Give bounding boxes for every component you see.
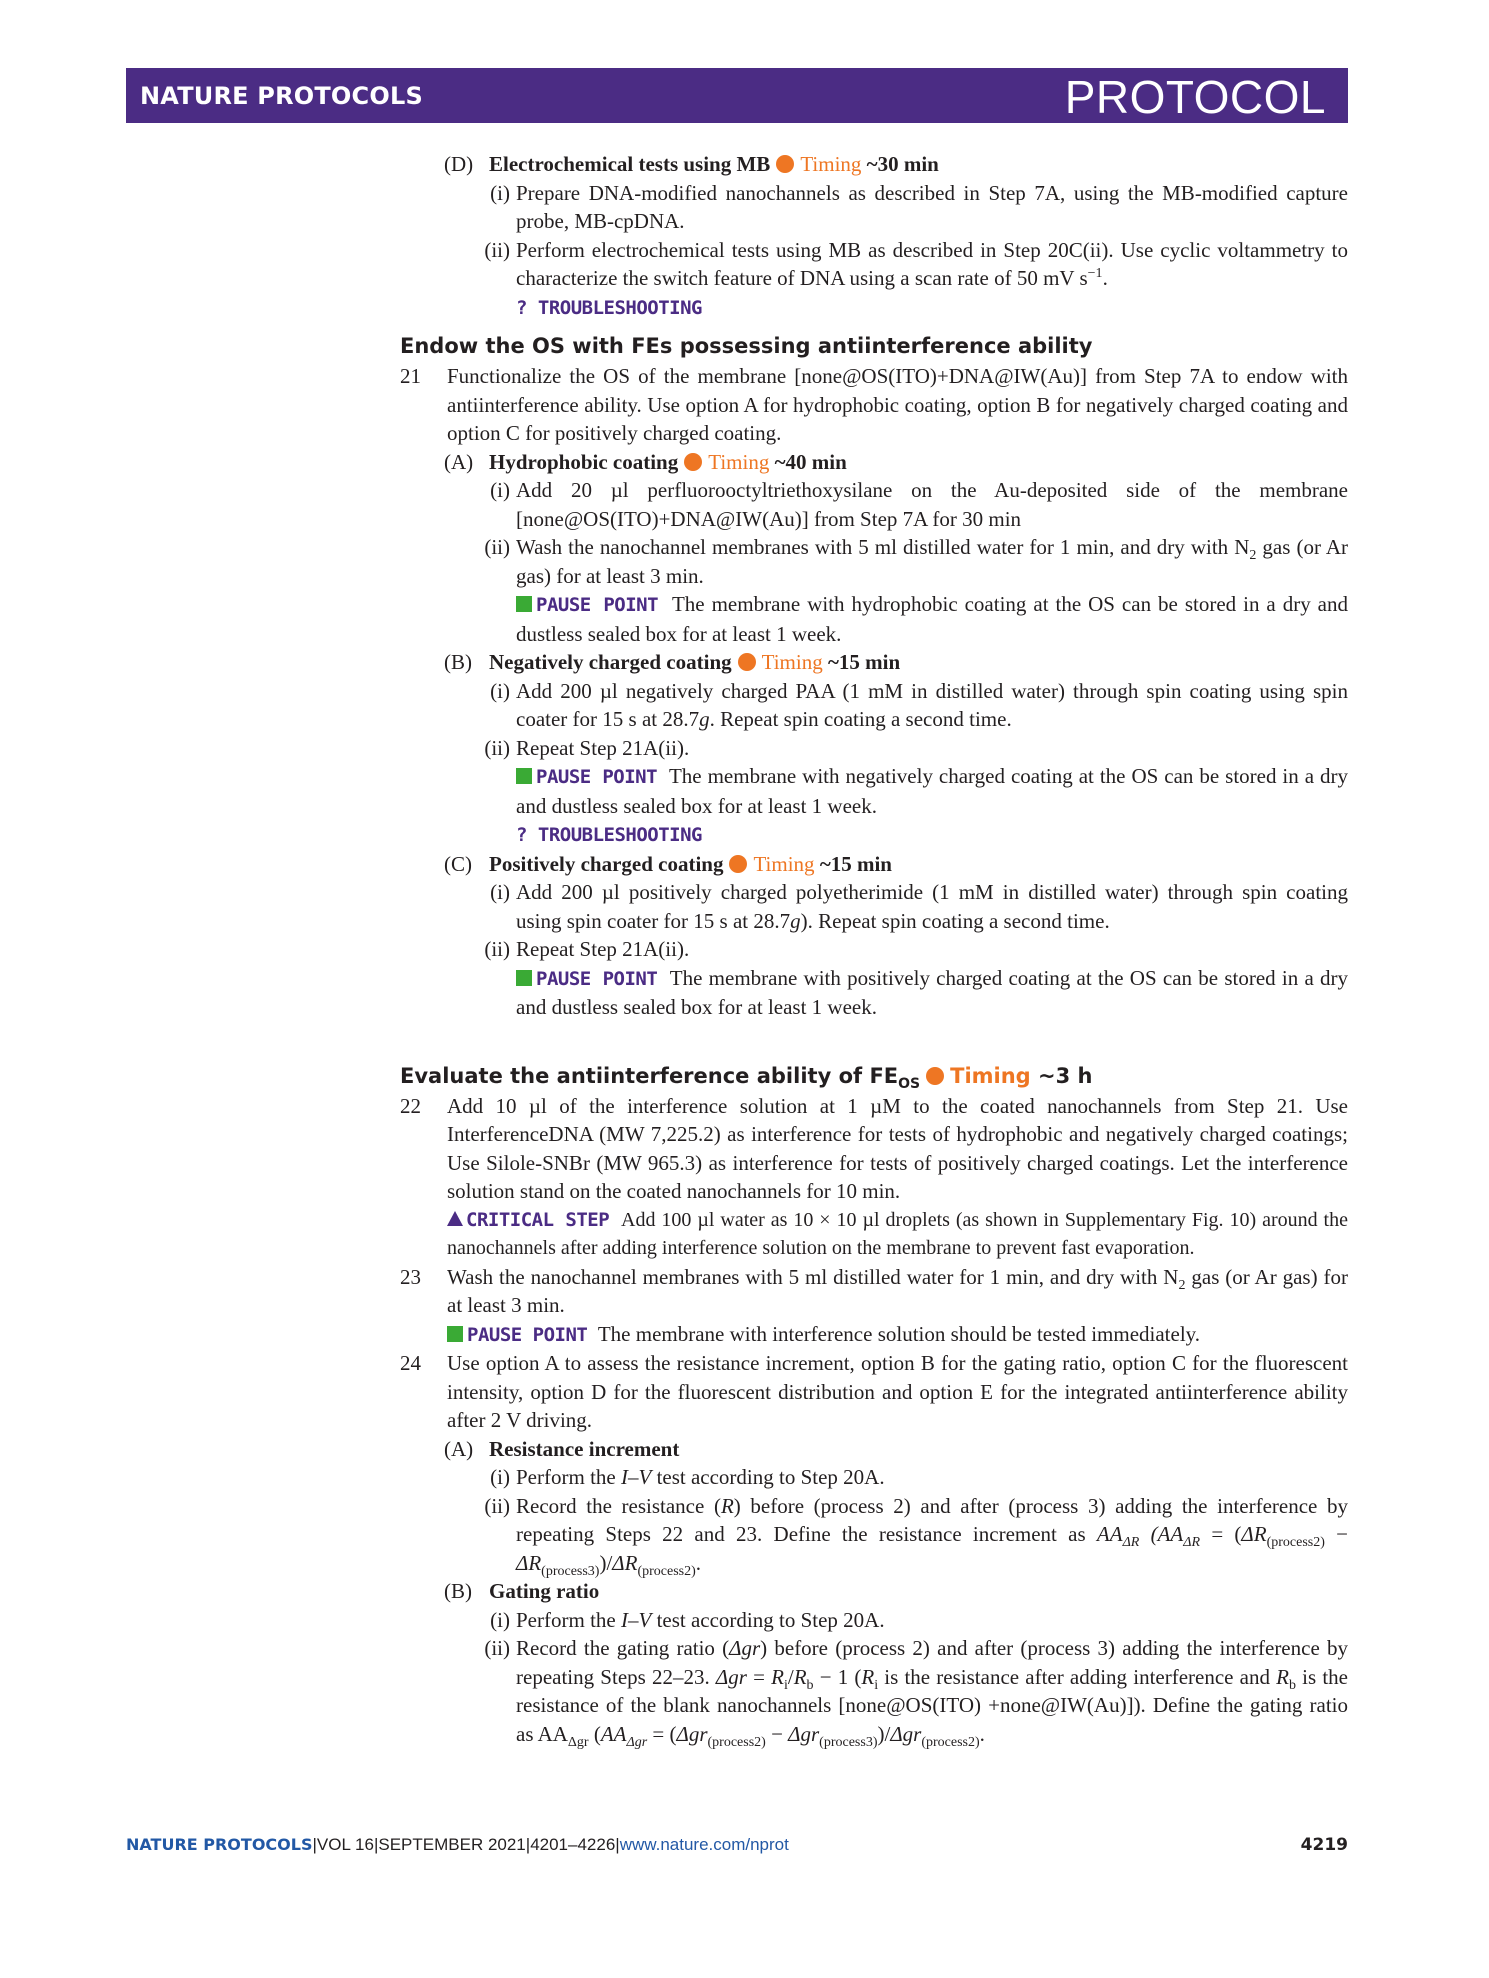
pause-point-text: The membrane with interference solution should be tested immediately. bbox=[597, 1321, 1201, 1346]
pause-point-label: PAUSE POINT bbox=[536, 766, 658, 788]
option-label: (B) bbox=[444, 1579, 472, 1603]
separator: | bbox=[525, 1835, 531, 1854]
process2-subscript: (process2) bbox=[707, 1734, 766, 1750]
pause-point-label: PAUSE POINT bbox=[536, 967, 658, 990]
step-21C-i bbox=[480, 878, 1348, 935]
substep-text: Record the resistance ( bbox=[516, 1493, 721, 1518]
substep-label: (ii) bbox=[484, 937, 510, 961]
troubleshooting-link[interactable]: ? TROUBLESHOOTING bbox=[516, 296, 702, 319]
substep-text: Perform the bbox=[516, 1607, 621, 1632]
substep-text: Repeat Step 21A(ii). bbox=[516, 735, 690, 760]
ri-symbol-2: R bbox=[861, 1664, 875, 1689]
page-number: 4219 bbox=[1300, 1835, 1348, 1855]
substep-text-c: is the resistance after adding interference and bbox=[878, 1664, 1277, 1689]
pause-point-label: PAUSE POINT bbox=[467, 1323, 588, 1346]
b-subscript: b bbox=[806, 1677, 814, 1693]
timing-dot-icon bbox=[729, 855, 747, 873]
substep-text-end: . Repeat spin coating a second time. bbox=[709, 707, 1012, 731]
substep-text-end: test according to Step 20A. bbox=[651, 1607, 885, 1632]
footer-pages: 4201–4226 bbox=[530, 1835, 616, 1854]
open-paren: ( bbox=[1139, 1522, 1158, 1546]
pause-point-text: The membrane with hydrophobic coating at the OS can be stored in a dry and dustless sealed box for at least 1 week. bbox=[516, 592, 1348, 646]
heading-text: Evaluate the antiinterference ability of FE bbox=[400, 1063, 899, 1088]
equals-2: = ( bbox=[647, 1721, 677, 1746]
header-banner bbox=[126, 68, 1348, 123]
substep-text: Add 200 µl negatively charged PAA (1 mM in distilled water) through spin coating using spin coater for 15 s at 28.7 bbox=[516, 678, 1348, 731]
timing-dot-icon bbox=[926, 1067, 944, 1085]
process3-subscript: (process3) bbox=[541, 1563, 600, 1579]
pause-point-text: The membrane with negatively charged coating at the OS can be stored in a dry and dustless sealed box for at least 1 week. bbox=[516, 764, 1349, 818]
end: . bbox=[695, 1550, 702, 1575]
substep-label: (ii) bbox=[484, 237, 510, 262]
option-title: Gating ratio bbox=[489, 1579, 600, 1603]
substep-label: (i) bbox=[490, 880, 510, 904]
aa-symbol: AA bbox=[600, 1721, 627, 1746]
step-24A-i bbox=[480, 1463, 1348, 1492]
step-number: 22 bbox=[400, 1093, 421, 1118]
i-subscript-2: i bbox=[874, 1677, 879, 1693]
timing-dot-icon bbox=[684, 453, 702, 471]
step-text: Add 10 µl of the interference solution at 1 µM to the coated nanochannels from Step 21. Use InterferenceDNA (MW 7,225.2) as interference for tests of hydrophobic and negatively charged coatings; Use Silole-SNBr (MW 965.3) as interference for tests of positively charged coatings. Let the interference solution stand on the coated nanochannels for 10 min. bbox=[447, 1093, 1348, 1203]
step-24A bbox=[444, 1435, 1348, 1464]
substep-text: Perform electrochemical tests using MB as described in Step 20C(ii). Use cyclic voltammetry to characterize the switch feature of DNA using a scan rate of 50 mV s bbox=[516, 237, 1348, 290]
end: . bbox=[979, 1721, 985, 1746]
step-20D bbox=[444, 150, 1348, 179]
pause-square-icon bbox=[516, 596, 532, 612]
step-21B bbox=[444, 648, 1348, 677]
option-label: (A) bbox=[444, 449, 474, 474]
substep-text-end: . bbox=[1102, 266, 1108, 290]
page-footer bbox=[126, 1834, 1348, 1856]
pause-square-icon bbox=[447, 1326, 463, 1342]
step-24B-i bbox=[480, 1606, 1348, 1635]
substep-text: Wash the nanochannel membranes with 5 ml distilled water for 1 min, and dry with N bbox=[516, 535, 1250, 559]
substep-text-end: test according to Step 20A. bbox=[651, 1465, 885, 1489]
substep-text-mid: ) before (process 2) and after (process 3) adding the interference by repeating Steps 22–23. bbox=[516, 1636, 1348, 1689]
section-heading bbox=[400, 1062, 1348, 1090]
step-21B-i bbox=[480, 677, 1348, 734]
timing-label: Timing bbox=[950, 1063, 1031, 1088]
equals: = bbox=[746, 1664, 772, 1689]
critical-step-text: Add 100 µl water as 10 × 10 µl droplets (as shown in Supplementary Fig. 10) around the nanochannels after adding interference solution on the membrane to prevent fast evaporation. bbox=[447, 1208, 1348, 1259]
dgr-symbol-3: Δgr bbox=[676, 1721, 708, 1746]
step-number: 24 bbox=[400, 1351, 421, 1375]
step-21A bbox=[444, 448, 1348, 477]
step-21A-i bbox=[480, 476, 1348, 533]
page-content bbox=[400, 150, 1348, 1748]
i-subscript: i bbox=[783, 1677, 788, 1693]
dgr-subscript: Δgr bbox=[567, 1734, 589, 1750]
timing-value: ~3 h bbox=[1038, 1063, 1093, 1088]
step-text-end: gas (or Ar gas) for at least 3 min. bbox=[447, 1264, 1348, 1317]
timing-label: Timing bbox=[761, 650, 823, 674]
critical-triangle-icon bbox=[447, 1211, 463, 1226]
substep-text-end: gas (or Ar gas) for at least 3 min. bbox=[516, 535, 1349, 588]
dr-subscript: ΔR bbox=[1122, 1535, 1140, 1551]
dgr-symbol-5: Δgr bbox=[890, 1721, 922, 1746]
step-text: Wash the nanochannel membranes with 5 ml distilled water for 1 min, and dry with N bbox=[447, 1264, 1179, 1289]
minus: − bbox=[1324, 1522, 1349, 1546]
footer-volume: VOL 16 bbox=[316, 1835, 374, 1854]
footer-journal: NATURE PROTOCOLS bbox=[126, 1835, 313, 1854]
option-label: (B) bbox=[444, 650, 472, 674]
substep-label: (i) bbox=[490, 478, 510, 502]
pause-square-icon bbox=[516, 970, 532, 986]
step-21C bbox=[444, 850, 1348, 879]
option-label: (A) bbox=[444, 1436, 474, 1461]
critical-step-label: CRITICAL STEP bbox=[466, 1208, 610, 1231]
minus-one: − 1 ( bbox=[813, 1664, 862, 1689]
substep-label: (ii) bbox=[484, 735, 510, 760]
step-22 bbox=[400, 1092, 1348, 1263]
process3-subscript: (process3) bbox=[819, 1734, 878, 1750]
dgr-symbol-4: Δgr bbox=[788, 1721, 820, 1746]
substep-label: (ii) bbox=[484, 1493, 510, 1518]
dgr-subscript-2: Δgr bbox=[626, 1734, 648, 1750]
g-unit: g bbox=[699, 707, 710, 731]
minus: − bbox=[765, 1721, 789, 1746]
step-21A-ii bbox=[480, 533, 1348, 648]
substep-text: Repeat Step 21A(ii). bbox=[516, 937, 690, 961]
substep-text: Add 200 µl positively charged polyetherimide (1 mM in distilled water) through spin coating using spin coater for 15 s at 28.7 bbox=[516, 880, 1348, 933]
r-symbol: R bbox=[720, 1493, 734, 1518]
step-text: Functionalize the OS of the membrane [none@OS(ITO)+DNA@IW(Au)] from Step 7A to endow with antiinterference ability. Use option A for hydrophobic coating, option B for negatively charged coating and option C for positively charged coating. bbox=[447, 364, 1348, 445]
option-title: Positively charged coating bbox=[489, 851, 724, 876]
option-title: Resistance increment bbox=[489, 1436, 680, 1461]
timing-label: Timing bbox=[708, 449, 770, 474]
heading-subscript: OS bbox=[898, 1075, 921, 1092]
delta-r-3: ΔR bbox=[612, 1550, 638, 1575]
substep-label: (i) bbox=[490, 180, 510, 205]
substep-text-end: ). Repeat spin coating a second time. bbox=[800, 908, 1110, 933]
option-title: Hydrophobic coating bbox=[489, 449, 679, 474]
subscript: 2 bbox=[1249, 548, 1257, 564]
step-number: 21 bbox=[400, 364, 421, 388]
troubleshooting-link[interactable]: ? TROUBLESHOOTING bbox=[516, 824, 702, 846]
step-21B-ii bbox=[480, 734, 1348, 850]
delta-r: ΔR bbox=[1241, 1522, 1267, 1546]
rb-symbol-2: R bbox=[1276, 1664, 1289, 1689]
separator: | bbox=[373, 1835, 379, 1854]
step-text: Use option A to assess the resistance increment, option B for the gating ratio, option C for the fluorescent intensity, option D for the fluorescent distribution and option E for the integrated antiinterference ability after 2 V driving. bbox=[447, 1351, 1348, 1432]
journal-name: NATURE PROTOCOLS bbox=[140, 82, 423, 110]
step-24B bbox=[444, 1577, 1348, 1606]
tail: )/ bbox=[877, 1721, 891, 1746]
subscript: 2 bbox=[1178, 1277, 1186, 1293]
pause-point-text: The membrane with positively charged coating at the OS can be stored in a dry and dustless sealed box for at least 1 week. bbox=[516, 965, 1348, 1019]
substep-text-mid: ) before (process 2) and after (process 3) adding the interference by repeating Steps 22 and 23. Define the resistance increment as bbox=[516, 1493, 1348, 1546]
iv-symbol: I–V bbox=[620, 1607, 652, 1632]
step-21 bbox=[400, 362, 1348, 448]
substep-text: Prepare DNA-modified nanochannels as described in Step 7A, using the MB-modified capture probe, MB-cpDNA. bbox=[516, 180, 1348, 233]
option-title: Electrochemical tests using MB bbox=[489, 152, 771, 176]
footer-date: SEPTEMBER 2021 bbox=[378, 1835, 526, 1854]
aa-symbol: AA bbox=[1096, 1522, 1123, 1546]
section-heading: Endow the OS with FEs possessing antiinterference ability bbox=[400, 334, 1093, 358]
b-subscript-2: b bbox=[1288, 1677, 1296, 1693]
process2-subscript-2: (process2) bbox=[637, 1563, 696, 1579]
superscript: −1 bbox=[1087, 266, 1103, 281]
g-unit: g bbox=[790, 908, 801, 933]
substep-label: (i) bbox=[490, 678, 510, 703]
separator: | bbox=[615, 1835, 620, 1854]
timing-value: ~40 min bbox=[774, 449, 847, 474]
equals: = ( bbox=[1200, 1522, 1242, 1546]
substep-text-d: is the resistance of the blank nanochannels [none@OS(ITO) +none@IW(Au)]). Define the gating ratio as AA bbox=[516, 1664, 1348, 1746]
ri-symbol: R bbox=[771, 1664, 784, 1689]
timing-dot-icon bbox=[776, 155, 794, 173]
substep-text: Perform the bbox=[516, 1465, 621, 1489]
substep-label: (ii) bbox=[484, 535, 510, 559]
timing-dot-icon bbox=[738, 653, 756, 671]
dr-subscript-2: ΔR bbox=[1183, 1535, 1201, 1551]
timing-value: ~15 min bbox=[827, 650, 901, 674]
substep-label: (i) bbox=[490, 1607, 510, 1632]
pause-point-label: PAUSE POINT bbox=[536, 594, 659, 616]
step-23 bbox=[400, 1263, 1348, 1350]
substep-label: (i) bbox=[490, 1465, 510, 1489]
delta-r-2: ΔR bbox=[516, 1550, 542, 1575]
option-label: (D) bbox=[444, 152, 474, 176]
dgr-symbol: Δgr bbox=[729, 1636, 761, 1660]
aa-symbol-2: AA bbox=[1157, 1522, 1184, 1546]
timing-value: ~15 min bbox=[819, 851, 892, 876]
step-24B-ii bbox=[480, 1634, 1348, 1748]
rb-symbol: R bbox=[793, 1664, 807, 1689]
slash: / bbox=[787, 1664, 794, 1689]
timing-label: Timing bbox=[800, 152, 862, 176]
pause-square-icon bbox=[516, 768, 532, 784]
tail: )/ bbox=[599, 1550, 613, 1575]
open-paren: ( bbox=[588, 1721, 601, 1746]
timing-label: Timing bbox=[753, 851, 815, 876]
section-type: PROTOCOL bbox=[1064, 71, 1326, 123]
substep-text: Record the gating ratio ( bbox=[516, 1636, 730, 1660]
footer-url-link[interactable]: www.nature.com/nprot bbox=[619, 1835, 789, 1854]
step-21C-ii bbox=[480, 935, 1348, 1022]
separator: | bbox=[312, 1835, 317, 1854]
substep-text: Add 20 µl perfluorooctyltriethoxysilane on the Au-deposited side of the membrane [none@OS(ITO)+DNA@IW(Au)] from Step 7A for 30 min bbox=[516, 478, 1348, 531]
timing-value: ~30 min bbox=[866, 152, 939, 176]
step-24A-ii bbox=[480, 1492, 1348, 1578]
option-label: (C) bbox=[444, 851, 472, 876]
step-20D-ii bbox=[480, 236, 1348, 323]
step-24 bbox=[400, 1349, 1348, 1435]
step-number: 23 bbox=[400, 1264, 421, 1289]
dgr-symbol-2: Δgr bbox=[715, 1664, 747, 1689]
process2-subscript: (process2) bbox=[1266, 1535, 1325, 1551]
substep-label: (ii) bbox=[484, 1636, 510, 1660]
step-20D-i bbox=[480, 179, 1348, 236]
process2-subscript-2: (process2) bbox=[921, 1734, 980, 1750]
option-title: Negatively charged coating bbox=[489, 650, 732, 674]
iv-symbol: I–V bbox=[620, 1465, 652, 1489]
